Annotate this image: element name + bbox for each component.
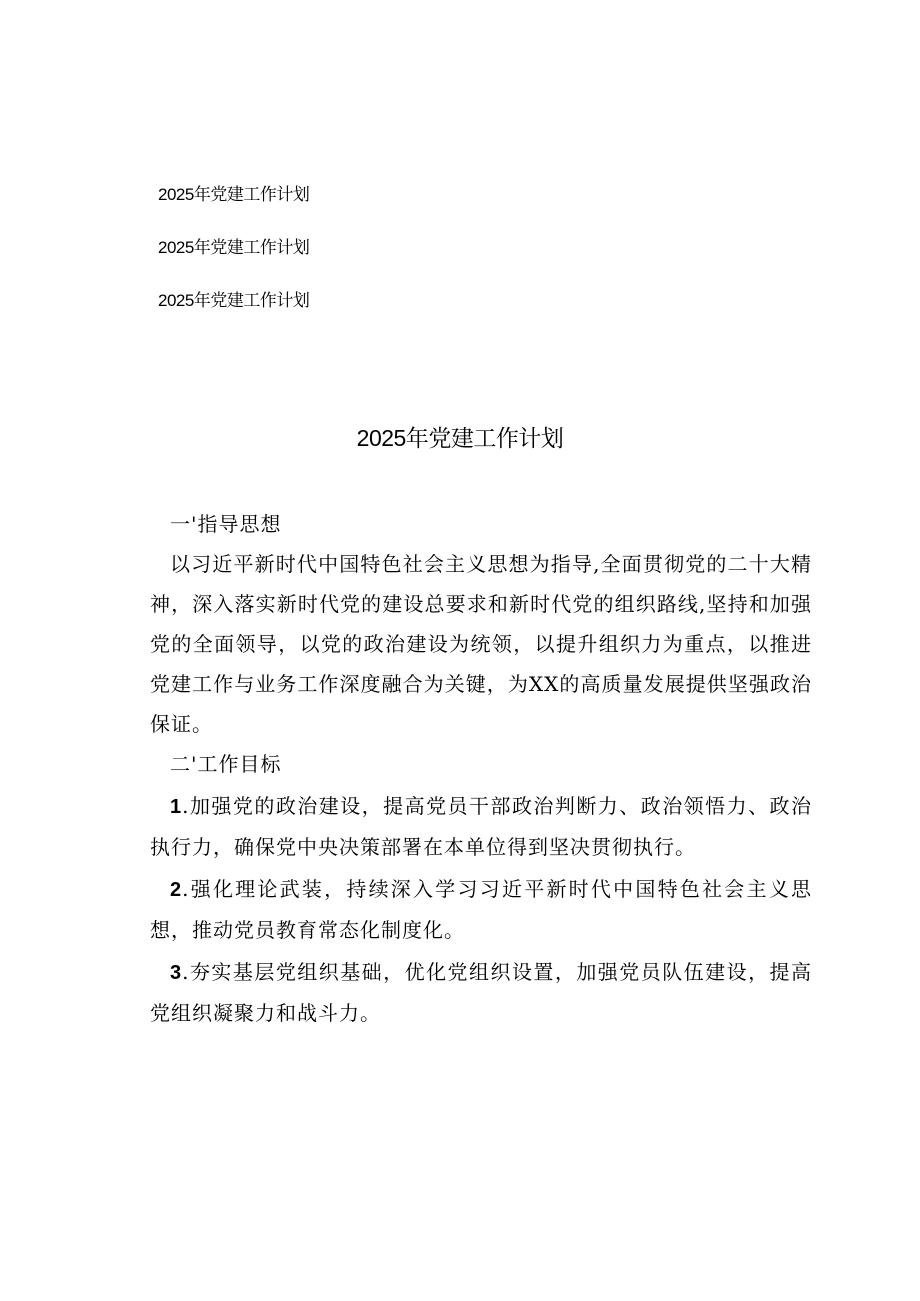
goal-text: .加强党的政治建设，提高党员干部政治判断力、政治领悟力、政治执行力，确保党中央决策部署在本单位得到坚决贯彻执行。 — [150, 794, 812, 859]
document-title: 2025年党建工作计划 — [356, 425, 564, 451]
toc-entry[interactable]: 2025年党建工作计划 — [158, 185, 310, 204]
document-body — [150, 504, 812, 1033]
goal-number: 2 — [170, 879, 183, 901]
goal-text: .强化理论武装，持续深入学习习近平新时代中国特色社会主义思想，推动党员教育常态化制度化。 — [150, 877, 812, 942]
goal-number: 3 — [170, 962, 183, 984]
toc-entry[interactable]: 2025年党建工作计划 — [158, 238, 310, 257]
toc-entry[interactable]: 2025年党建工作计划 — [158, 291, 310, 310]
goal-number: 1 — [170, 796, 183, 818]
section-heading-work-goals: 二'工作目标 — [170, 752, 282, 776]
goal-item — [150, 952, 812, 1033]
goal-text: .夯实基层党组织基础，优化党组织设置，加强党员队伍建设，提高党组织凝聚力和战斗力。 — [150, 960, 812, 1025]
section-heading-guiding-ideology: 一'指导思想 — [170, 512, 282, 536]
section-paragraph-guiding-ideology: 以习近平新时代中国特色社会主义思想为指导,全面贯彻党的二十大精神，深入落实新时代党的建设总要求和新时代党的组织路线,坚持和加强党的全面领导，以党的政治建设为统领，以提升组织力为重点，以推进党建工作与业务工作深度融合为关键，为XX的高质量发展提供坚强政治保证。 — [150, 552, 812, 736]
goal-item — [150, 786, 812, 867]
goal-item — [150, 869, 812, 950]
table-of-contents — [158, 180, 309, 339]
